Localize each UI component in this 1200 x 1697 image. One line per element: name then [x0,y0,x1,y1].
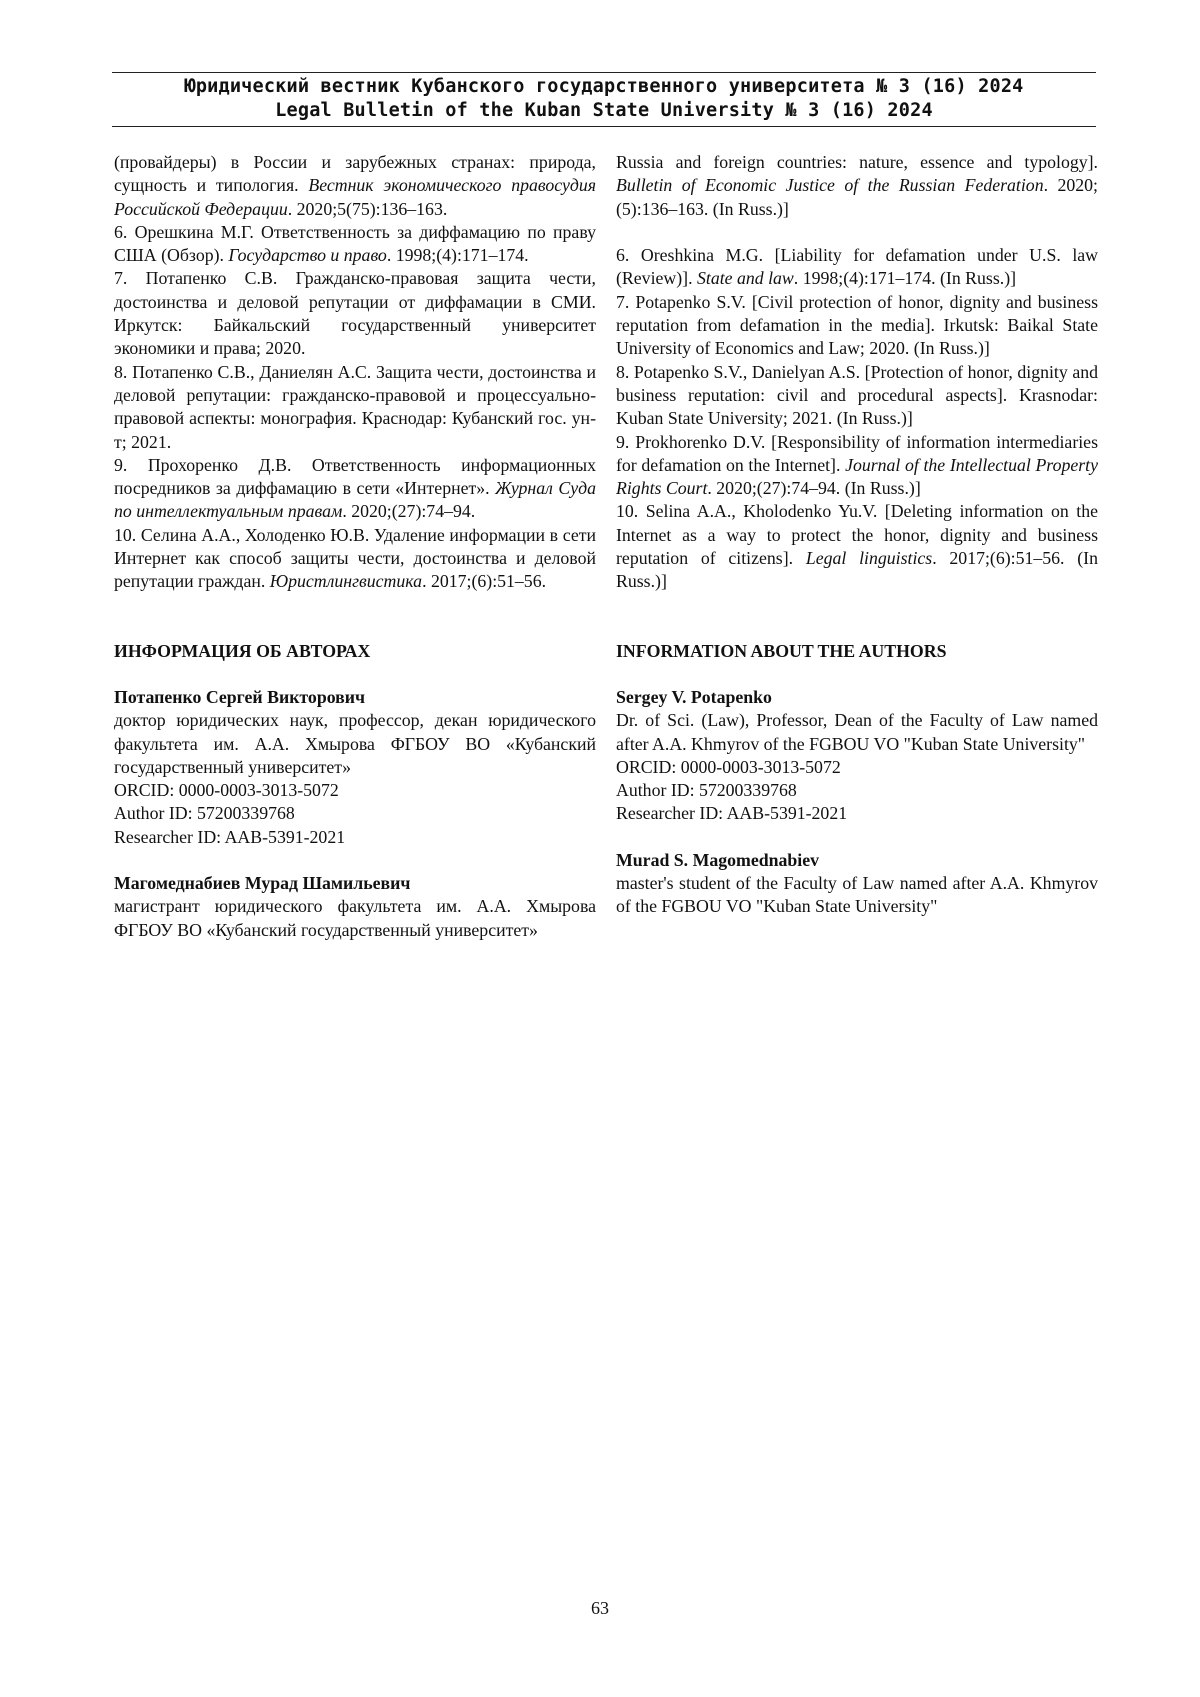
author-2-name-en: Murad S. Magomednabiev [616,849,820,870]
left-column-ru [114,151,596,942]
reference-6-en: 6. Oreshkina M.G. [Liability for defamation under U.S. law (Review)]. State and law. 1998;(4):171–174. (In Russ.)] [616,245,1098,289]
right-column-en [616,151,1098,919]
header-title-ru: Юридический вестник Кубанского государственного университета № 3 (16) 2024 [184,76,1024,97]
author-1-name-en: Sergey V. Potapenko [616,686,772,707]
header-title-en: Legal Bulletin of the Kuban State University № 3 (16) 2024 [275,100,933,121]
author-2-description-ru: магистрант юридического факультета им. А.А. Хмырова ФГБОУ ВО «Кубанский государственный университет» [114,896,596,940]
running-header [112,72,1096,127]
reference-8-en: 8. Potapenko S.V., Danielyan A.S. [Protection of honor, dignity and business reputation: civil and procedural aspects]. Krasnodar: Kuban State University; 2021. (In Russ.)] [616,361,1098,429]
author-1-researcher-id-ru: Researcher ID: AAB-5391-2021 [114,826,346,847]
author-1-name-ru: Потапенко Сергей Викторович [114,686,366,707]
reference-7-ru: 7. Потапенко С.В. Гражданско-правовая защита чести, достоинства и деловой репутации от диффамации в СМИ. Иркутск: Байкальский государственный университет экономики и права; 2020. [114,268,596,359]
author-1-description-en: Dr. of Sci. (Law), Professor, Dean of the Faculty of Law named after A.A. Khmyrov of the FGBOU VO "Kuban State University" [616,710,1098,754]
reference-5-ru: (провайдеры) в России и зарубежных странах: природа, сущность и типология. Вестник экономического правосудия Российской Федерации. 2020;5(75):136–163. [114,152,597,219]
reference-9-ru: 9. Прохоренко Д.В. Ответственность информационных посредников за диффамацию в сети «Интернет». Журнал Суда по интеллектуальным правам. 2020;(27):74–94. [114,454,596,522]
reference-9-en: 9. Prokhorenko D.V. [Responsibility of information intermediaries for defamation on the Internet]. Journal of the Intellectual Property Rights Court. 2020;(27):74–94. (In Russ.)] [616,431,1098,499]
author-1-orcid-en: ORCID: 0000-0003-3013-5072 [616,756,841,777]
page-number: 63 [591,1598,609,1618]
reference-5-en: Russia and foreign countries: nature, essence and typology]. Bulletin of Economic Justice of the Russian Federation. 2020;(5):136–163. (In Russ.)] [616,152,1098,219]
reference-8-ru: 8. Потапенко С.В., Даниелян А.С. Защита чести, достоинства и деловой репутации: гражданско-правовой и процессуально-правовой аспекты: монография. Краснодар: Кубанский гос. ун-т; 2021. [114,361,596,452]
authors-heading-ru: ИНФОРМАЦИЯ ОБ АВТОРАХ [114,640,371,661]
author-1-orcid-ru: ORCID: 0000-0003-3013-5072 [114,780,339,801]
authors-heading-en: INFORMATION ABOUT THE AUTHORS [616,640,947,661]
reference-7-en: 7. Potapenko S.V. [Civil protection of honor, dignity and business reputation from defamation in the media]. Irkutsk: Baikal State University of Economics and Law; 2020. (In Russ.)] [616,291,1098,359]
author-2-description-en: master's student of the Faculty of Law named after A.A. Khmyrov of the FGBOU VO "Kuban State University" [616,873,1098,917]
reference-6-ru: 6. Орешкина М.Г. Ответственность за диффамацию по праву США (Обзор). Государство и право. 1998;(4):171–174. [114,221,596,266]
author-1-researcher-id-en: Researcher ID: AAB-5391-2021 [616,803,848,824]
author-1-author-id-ru: Author ID: 57200339768 [114,803,295,824]
author-1-author-id-en: Author ID: 57200339768 [616,780,797,801]
author-1-description-ru: доктор юридических наук, профессор, декан юридического факультета им. А.А. Хмырова ФГБОУ ВО «Кубанский государственный университет» [114,710,596,777]
author-2-name-ru: Магомеднабиев Мурад Шамильевич [114,873,411,894]
reference-10-en: 10. Selina A.A., Kholodenko Yu.V. [Deleting information on the Internet as a way to protect the honor, dignity and business reputation of citizens]. Legal linguistics. 2017;(6):51–56. (In Russ.)] [616,501,1098,592]
reference-10-ru: 10. Селина А.А., Холоденко Ю.В. Удаление информации в сети Интернет как способ защиты чести, достоинства и деловой репутации граждан. Юристлингвистика. 2017;(6):51–56. [114,524,596,592]
